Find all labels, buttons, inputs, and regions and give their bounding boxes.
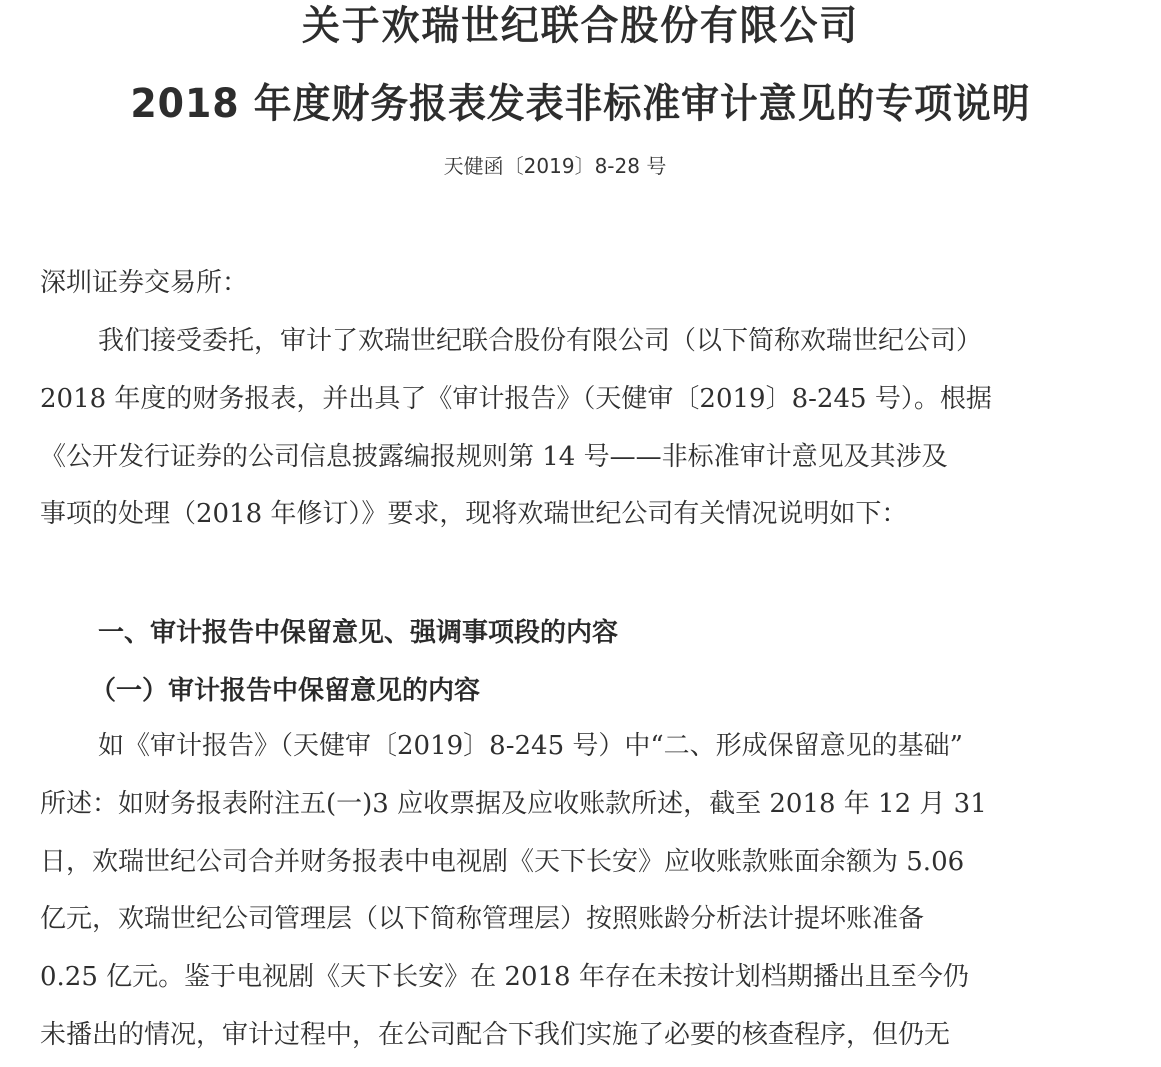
body-line: 所述：如财务报表附注五(一)3 应收票据及应收账款所述，截至 2018 年 12 月 31 [40,789,987,819]
intro-line: 《公开发行证券的公司信息披露编报规则第 14 号——非标准审计意见及其涉及 [40,442,948,472]
body-line: 日，欢瑞世纪公司合并财务报表中电视剧《天下长安》应收账款账面余额为 5.06 [40,847,965,877]
intro-line: 我们接受委托，审计了欢瑞世纪联合股份有限公司（以下简称欢瑞世纪公司） [98,326,983,356]
section-heading: 一、审计报告中保留意见、强调事项段的内容 [98,618,619,648]
body-line: 如《审计报告》（天健审〔2019〕8-245 号）中“二、形成保留意见的基础” [98,731,963,761]
body-line: 0.25 亿元。鉴于电视剧《天下长安》在 2018 年存在未按计划档期播出且至今仍 [40,962,969,992]
addressee: 深圳证券交易所： [40,268,249,298]
document-title-line-2: 2018 年度财务报表发表非标准审计意见的专项说明 [130,81,1031,127]
body-line: 亿元，欢瑞世纪公司管理层（以下简称管理层）按照账龄分析法计提坏账准备 [40,904,925,934]
document-title-line-1: 关于欢瑞世纪联合股份有限公司 [301,3,860,49]
intro-line: 事项的处理（2018 年修订）》要求，现将欢瑞世纪公司有关情况说明如下： [40,499,908,529]
document-number: 天健函〔2019〕8-28 号 [443,154,667,178]
subsection-heading: （一）审计报告中保留意见的内容 [90,676,481,706]
body-line: 未播出的情况，审计过程中，在公司配合下我们实施了必要的核查程序，但仍无 [40,1020,951,1050]
intro-line: 2018 年度的财务报表，并出具了《审计报告》（天健审〔2019〕8-245 号）。根据 [40,384,992,414]
